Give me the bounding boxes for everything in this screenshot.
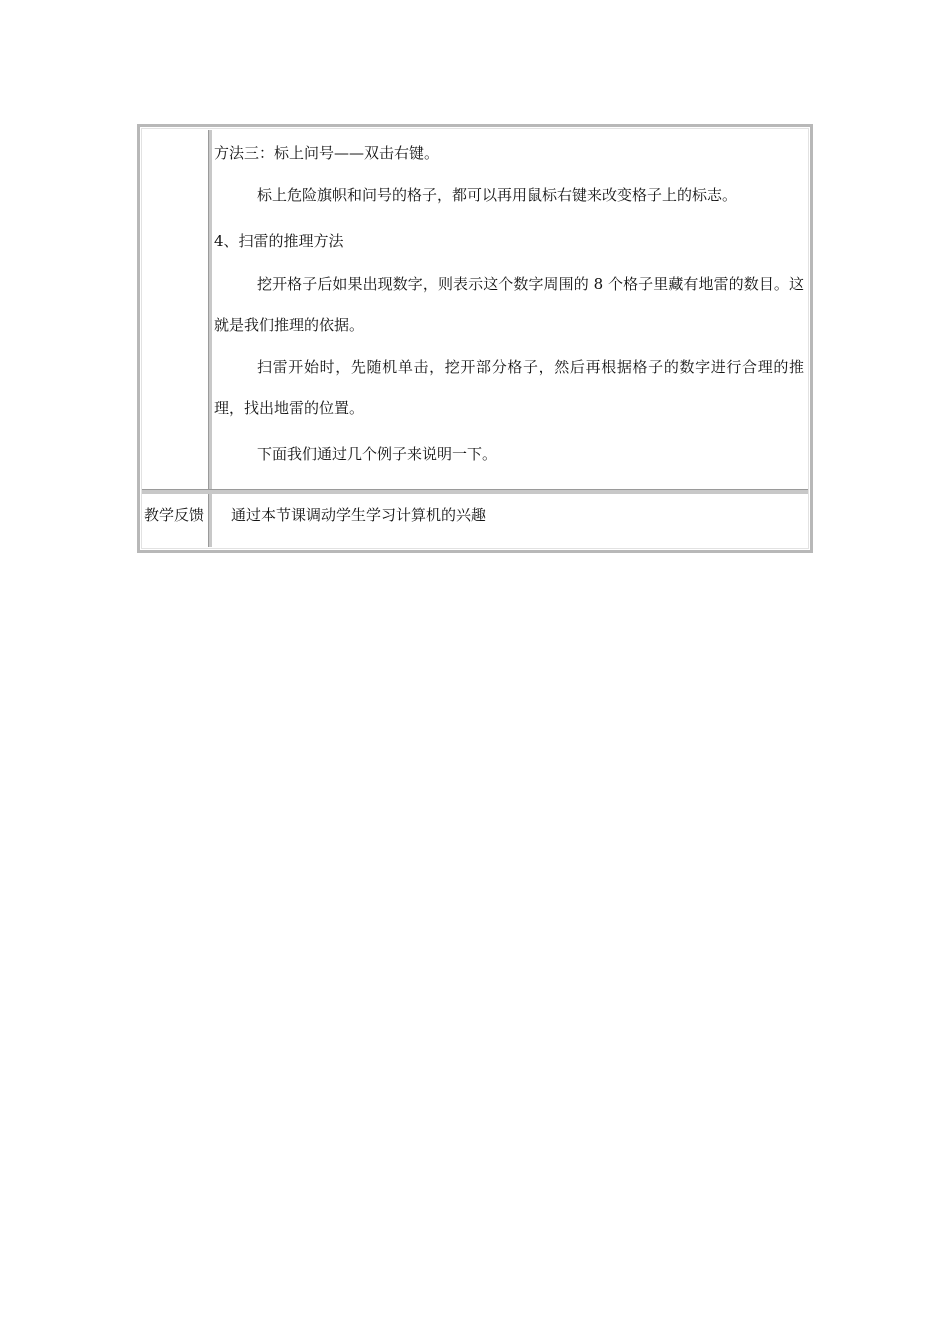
lesson-content-cell bbox=[214, 127, 804, 489]
examples-intro-paragraph: 下面我们通过几个例子来说明一下。 bbox=[257, 445, 498, 463]
feedback-text: 通过本节课调动学生学习计算机的兴趣 bbox=[231, 506, 487, 524]
start-strategy-paragraph: 扫雷开始时，先随机单击，挖开部分格子，然后再根据格子的数字进行合理的推理，找出地雷的位置。 bbox=[214, 358, 804, 417]
reasoning-method-heading: 4、扫雷的推理方法 bbox=[214, 232, 344, 250]
method-three-heading: 方法三：标上问号——双击右键。 bbox=[214, 144, 440, 162]
flag-change-paragraph: 标上危险旗帜和问号的格子，都可以再用鼠标右键来改变格子上的标志。 bbox=[257, 186, 738, 204]
lesson-table bbox=[137, 124, 813, 553]
column-divider bbox=[208, 130, 212, 547]
feedback-label: 教学反馈 bbox=[143, 506, 204, 524]
label-column bbox=[140, 127, 208, 550]
row-divider bbox=[142, 489, 808, 494]
number-meaning-paragraph: 挖开格子后如果出现数字，则表示这个数字周围的 8 个格子里藏有地雷的数目。这就是我们推理的依据。 bbox=[214, 275, 804, 334]
